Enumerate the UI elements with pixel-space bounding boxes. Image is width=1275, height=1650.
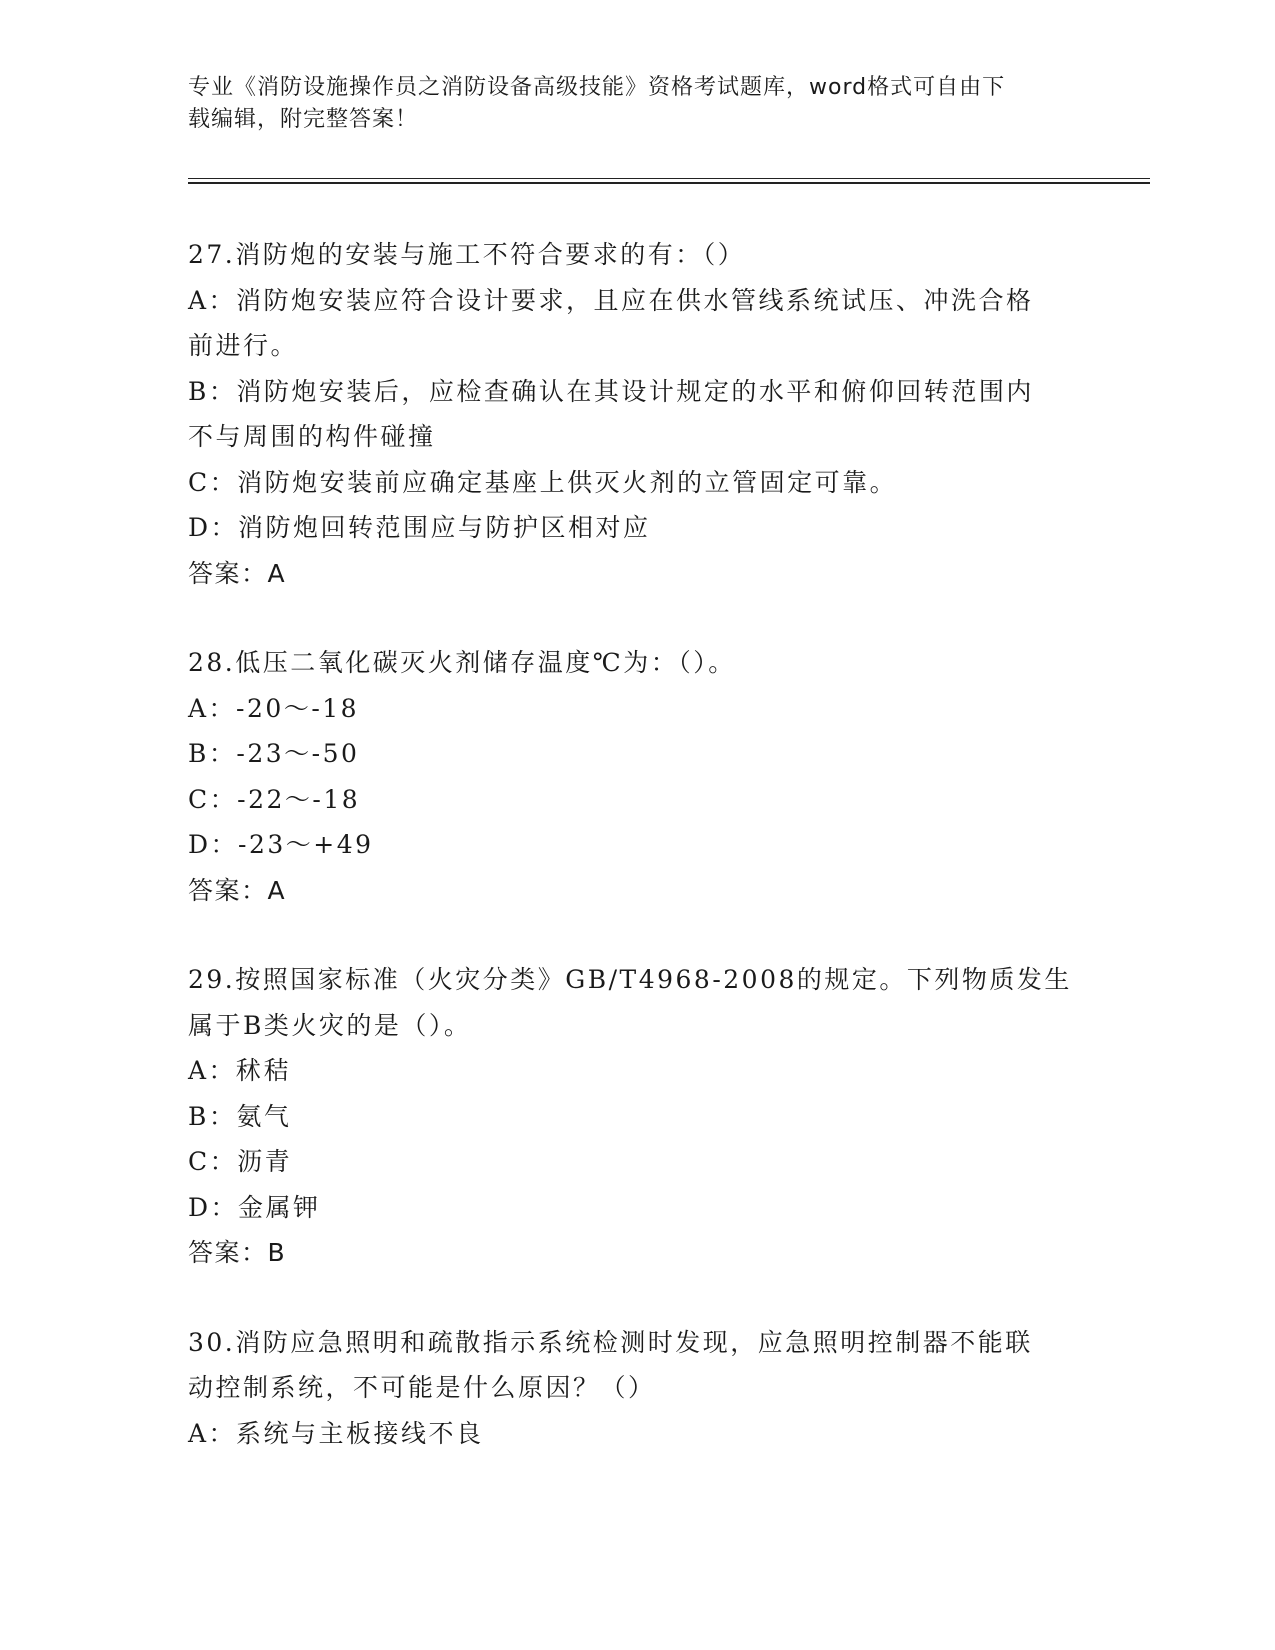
question-27 [188,232,1088,596]
question-stem-continued: 属于B类火灾的是（）。 [188,1010,472,1040]
header-line-1: 专业《消防设施操作员之消防设备高级技能》资格考试题库，word格式可自由下 [188,75,1006,100]
option-b: B：氨气 [188,1101,292,1131]
option-a-continued: 前进行。 [188,331,299,360]
option-c: C：沥青 [188,1147,293,1176]
header-divider-thin [188,178,1150,179]
answer-label: 答案：B [188,1238,287,1267]
option-d: D：金属钾 [188,1192,321,1222]
header-divider-thick [188,182,1150,184]
question-30 [188,1320,1088,1457]
question-list [188,232,1088,1500]
option-b: B：-23～-50 [188,739,360,768]
question-stem-continued: 动控制系统，不可能是什么原因？（） [188,1373,656,1402]
document-header [188,72,1068,136]
question-stem: 30.消防应急照明和疏散指示系统检测时发现，应急照明控制器不能联 [188,1327,1033,1357]
answer-label: 答案：A [188,558,287,588]
header-line-2: 载编辑，附完整答案！ [188,107,419,132]
answer-label: 答案：A [188,875,287,905]
option-d: D：消防炮回转范围应与防护区相对应 [188,513,651,542]
option-c: C：-22～-18 [188,784,361,814]
question-stem: 27.消防炮的安装与施工不符合要求的有：（） [188,240,746,269]
question-29 [188,957,1088,1276]
option-a: A：系统与主板接线不良 [188,1418,484,1448]
option-a: A：秫秸 [188,1056,292,1085]
option-b: B：消防炮安装后，应检查确认在其设计规定的水平和俯仰回转范围内 [188,376,1034,406]
question-28 [188,640,1088,913]
question-stem: 29.按照国家标准（火灾分类》GB/T4968-2008的规定。下列物质发生 [188,965,1072,994]
question-stem: 28.低压二氧化碳灭火剂储存温度℃为：（）。 [188,648,736,677]
option-a: A：消防炮安装应符合设计要求，且应在供水管线系统试压、冲洗合格 [188,285,1034,315]
option-a: A：-20～-18 [188,693,360,723]
option-c: C：消防炮安装前应确定基座上供灭火剂的立管固定可靠。 [188,467,898,497]
option-b-continued: 不与周围的构件碰撞 [188,422,436,451]
option-d: D：-23～+49 [188,830,374,859]
